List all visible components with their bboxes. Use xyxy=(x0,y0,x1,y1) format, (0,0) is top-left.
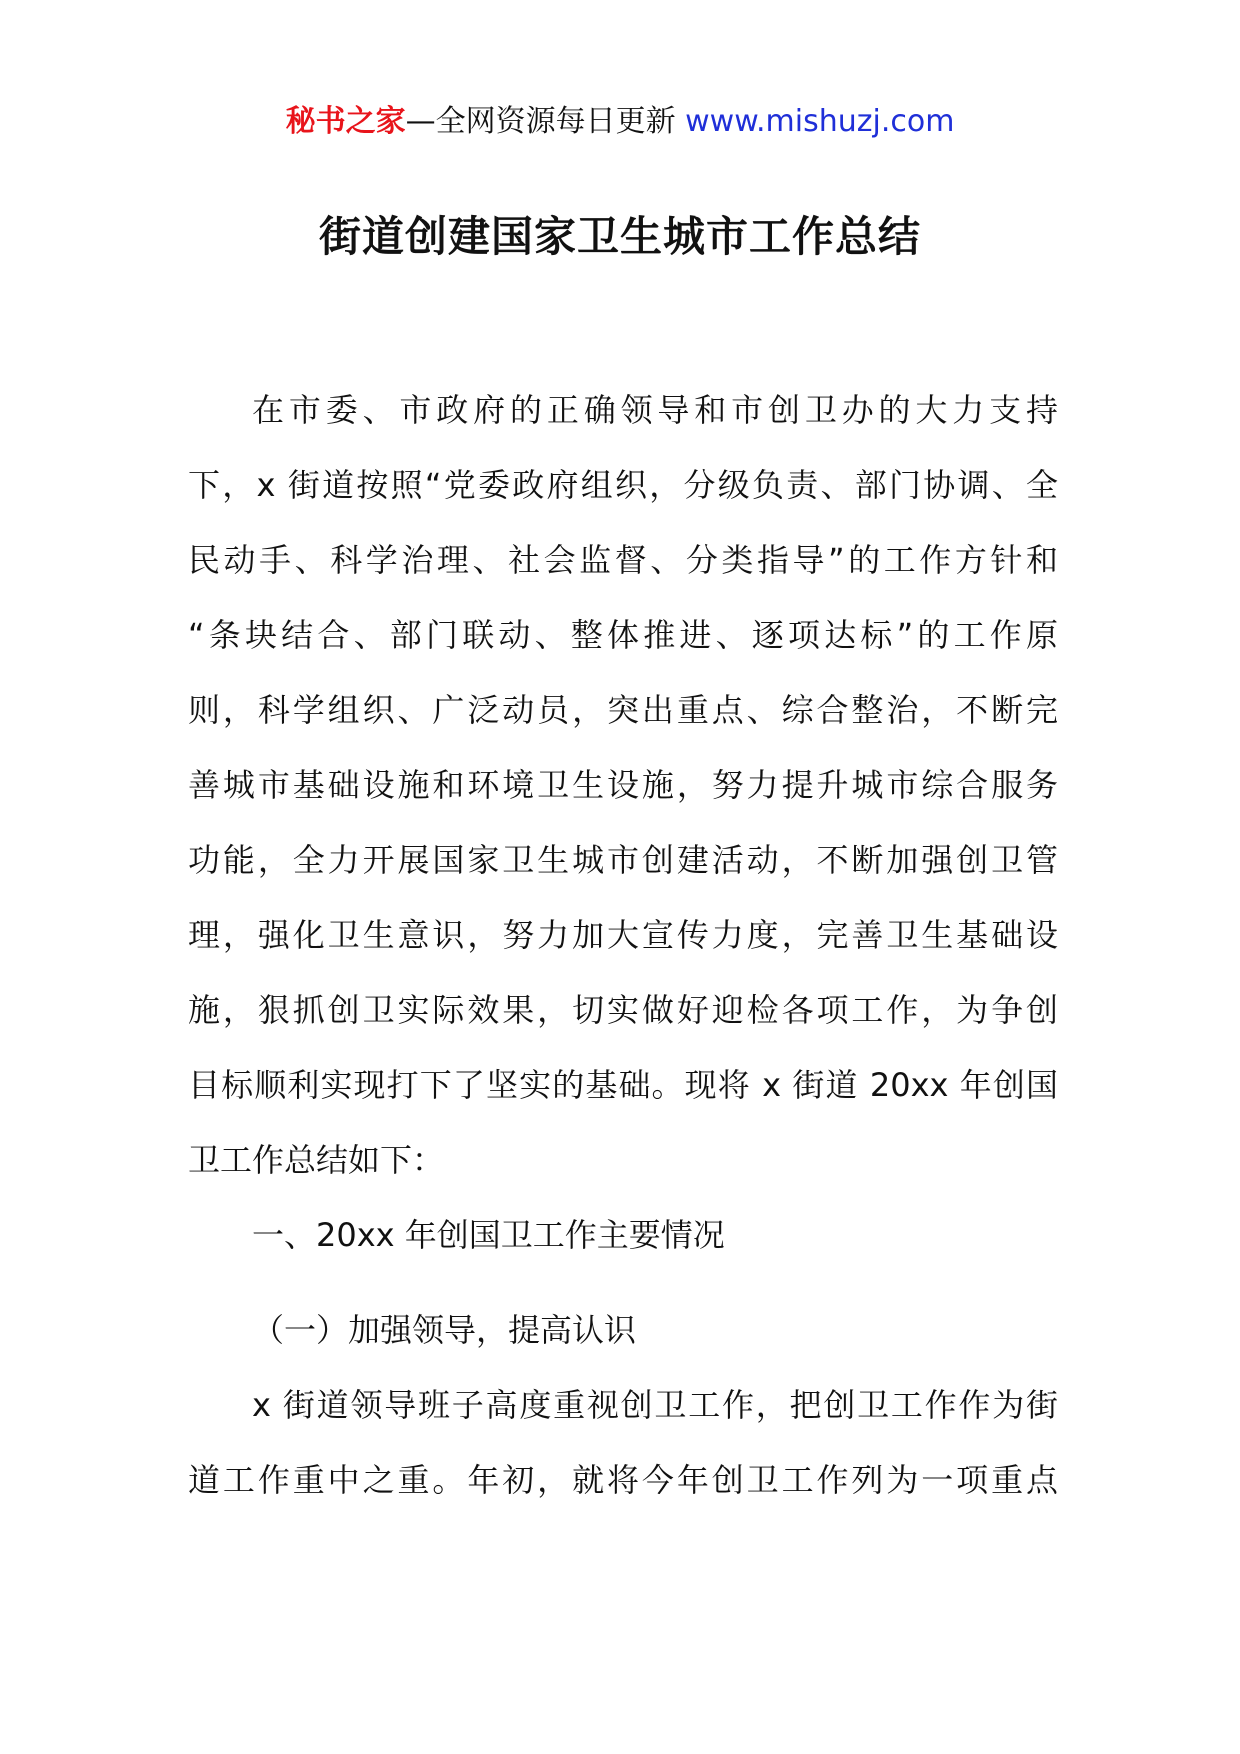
paragraph-line: 善城市基础设施和环境卫生设施，努力提升城市综合服务 xyxy=(188,766,1058,804)
paragraph-line: 卫工作总结如下： xyxy=(188,1141,445,1179)
paragraph-line: 道工作重中之重。年初，就将今年创卫工作列为一项重点 xyxy=(188,1461,1058,1499)
intro-paragraph xyxy=(188,373,1058,1198)
site-slogan: —全网资源每日更新 xyxy=(405,104,676,139)
document-body xyxy=(188,373,1058,1518)
section-heading: 一、20xx 年创国卫工作主要情况 xyxy=(252,1216,725,1254)
paragraph-line: 民动手、科学治理、社会监督、分类指导”的工作方针和 xyxy=(188,541,1058,579)
paragraph-line: 下，x 街道按照“党委政府组织，分级负责、部门协调、全 xyxy=(188,466,1058,504)
site-header xyxy=(0,100,1240,144)
subsection-heading: （一）加强领导，提高认识 xyxy=(252,1311,637,1349)
site-url-link[interactable]: www.mishuzj.com xyxy=(685,104,955,139)
paragraph-line: “条块结合、部门联动、整体推进、逐项达标”的工作原 xyxy=(188,616,1058,654)
paragraph-line: 施，狠抓创卫实际效果，切实做好迎检各项工作，为争创 xyxy=(188,991,1058,1029)
paragraph-line: 功能，全力开展国家卫生城市创建活动，不断加强创卫管 xyxy=(188,841,1058,879)
paragraph-line: x 街道领导班子高度重视创卫工作，把创卫工作作为街 xyxy=(252,1386,1058,1424)
paragraph-line: 则，科学组织、广泛动员，突出重点、综合整治，不断完 xyxy=(188,691,1058,729)
paragraph-line: 理，强化卫生意识，努力加大宣传力度，完善卫生基础设 xyxy=(188,916,1058,954)
paragraph-line: 在市委、市政府的正确领导和市创卫办的大力支持 xyxy=(252,391,1058,429)
paragraph-line: 目标顺利实现打下了坚实的基础。现将 x 街道 20xx 年创国 xyxy=(188,1066,1058,1104)
subsection-paragraph xyxy=(188,1368,1058,1518)
document-title: 街道创建国家卫生城市工作总结 xyxy=(318,212,921,261)
site-brand: 秘书之家 xyxy=(285,104,406,139)
